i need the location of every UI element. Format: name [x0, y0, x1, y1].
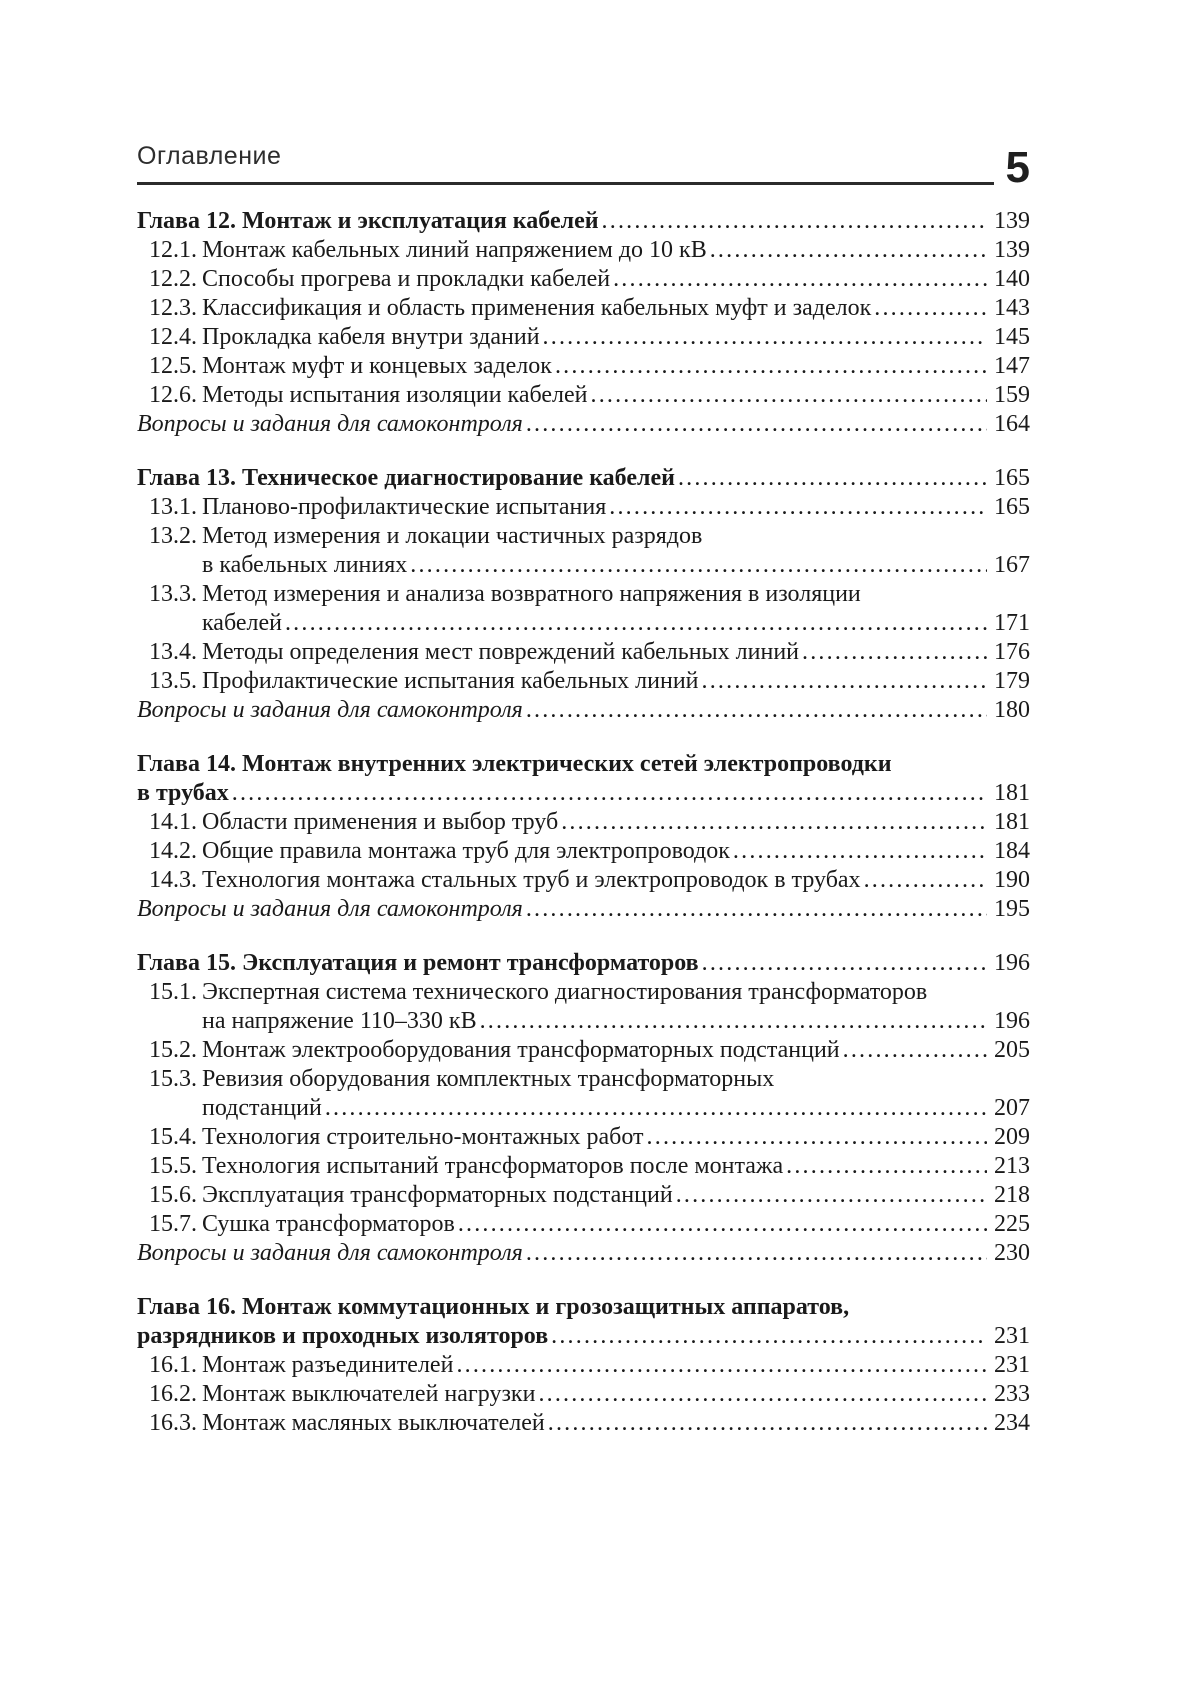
dot-leader [702, 667, 987, 696]
toc-entry-title: Монтаж выключателей нагрузки [202, 1381, 536, 1407]
toc-entry-title: Глава 13. Техническое диагностирование кабелей [137, 465, 675, 491]
toc-entry-number: 15.2. [149, 1037, 197, 1063]
toc-entry [137, 895, 1030, 924]
toc-entry-number: 13.4. [149, 639, 197, 665]
dot-leader [410, 551, 987, 580]
toc-entry-title: Монтаж кабельных линий напряжением до 10 кВ [202, 237, 707, 263]
toc-entry [137, 294, 1030, 323]
toc-entry [137, 323, 1030, 352]
toc-line [149, 1351, 1030, 1380]
toc-line [137, 750, 1030, 779]
toc-page-number: 165 [994, 494, 1030, 520]
header-rule [137, 144, 994, 185]
toc-entry [137, 1409, 1030, 1438]
toc-line [149, 837, 1030, 866]
toc-entry [137, 464, 1030, 493]
dot-leader [609, 493, 987, 522]
toc-line [137, 464, 1030, 493]
toc-entry-title: Сушка трансформаторов [202, 1211, 455, 1237]
toc-page-number: 181 [994, 809, 1030, 835]
toc-entry-number: 13.2. [149, 523, 197, 549]
toc-entry-title: Области применения и выбор труб [202, 809, 559, 835]
dot-leader [555, 352, 987, 381]
toc-line [137, 207, 1030, 236]
toc-page-number: 159 [994, 382, 1030, 408]
toc-entry [137, 1036, 1030, 1065]
toc-line [137, 696, 1030, 725]
dot-leader [647, 1123, 987, 1152]
toc-page-number: 190 [994, 867, 1030, 893]
dot-leader [802, 638, 987, 667]
toc-line [149, 1380, 1030, 1409]
dot-leader [733, 837, 987, 866]
toc-entry-number: 16.1. [149, 1352, 197, 1378]
toc-page-number: 171 [994, 610, 1030, 636]
dot-leader [232, 779, 987, 808]
toc-entry-title: Методы определения мест повреждений кабельных линий [202, 639, 800, 665]
toc-page-number: 145 [994, 324, 1030, 350]
page-title: Оглавление [137, 142, 282, 170]
toc-entry [137, 1152, 1030, 1181]
toc-entry-number: 13.5. [149, 668, 197, 694]
dot-leader [874, 294, 987, 323]
toc-line [149, 1036, 1030, 1065]
toc-line [149, 265, 1030, 294]
toc-chapter-block [137, 1293, 1030, 1438]
toc-entry-title: Глава 12. Монтаж и эксплуатация кабелей [137, 208, 599, 234]
toc-page-number: 180 [994, 697, 1030, 723]
toc-entry-title: Глава 16. Монтаж коммутационных и грозозащитных аппаратов, [137, 1294, 850, 1320]
toc-entry-title: Профилактические испытания кабельных линий [202, 668, 699, 694]
toc-line [149, 352, 1030, 381]
toc-entry-title: Монтаж масляных выключателей [202, 1410, 545, 1436]
toc-line [149, 667, 1030, 696]
toc-entry-number: 12.3. [149, 295, 197, 321]
toc-entry [137, 1293, 1030, 1351]
toc [137, 207, 1030, 1438]
dot-leader [543, 323, 987, 352]
dot-leader [325, 1094, 987, 1123]
toc-page-number: 196 [994, 950, 1030, 976]
toc-page-number: 167 [994, 552, 1030, 578]
toc-entry-title: Технология строительно-монтажных работ [202, 1124, 644, 1150]
toc-line [137, 1239, 1030, 1268]
toc-entry-number: 12.2. [149, 266, 197, 292]
toc-page-number: 213 [994, 1153, 1030, 1179]
dot-leader [710, 236, 987, 265]
toc-entry-title: на напряжение 110–330 кВ [202, 1008, 477, 1034]
dot-leader [526, 410, 987, 439]
toc-page-number: 139 [994, 237, 1030, 263]
toc-line [149, 522, 1030, 551]
toc-entry-number: 16.3. [149, 1410, 197, 1436]
toc-entry [137, 1239, 1030, 1268]
toc-entry [137, 1351, 1030, 1380]
toc-entry-title: Монтаж электрооборудования трансформаторных подстанций [202, 1037, 840, 1063]
toc-line [149, 551, 1030, 580]
toc-entry-title: Вопросы и задания для самоконтроля [137, 896, 523, 922]
toc-page-number: 164 [994, 411, 1030, 437]
toc-line [149, 638, 1030, 667]
dot-leader [786, 1152, 987, 1181]
toc-entry-title: Вопросы и задания для самоконтроля [137, 1240, 523, 1266]
toc-line [137, 779, 1030, 808]
dot-leader [548, 1409, 987, 1438]
dot-leader [602, 207, 987, 236]
toc-entry [137, 837, 1030, 866]
toc-page-number: 140 [994, 266, 1030, 292]
toc-entry-title: Способы прогрева и прокладки кабелей [202, 266, 611, 292]
toc-entry [137, 750, 1030, 808]
toc-page-number: 196 [994, 1008, 1030, 1034]
toc-entry-number: 15.7. [149, 1211, 197, 1237]
dot-leader [456, 1351, 987, 1380]
toc-entry-number: 15.5. [149, 1153, 197, 1179]
toc-line [149, 1094, 1030, 1123]
toc-entry-number: 14.2. [149, 838, 197, 864]
toc-entry-title: Вопросы и задания для самоконтроля [137, 411, 523, 437]
dot-leader [285, 609, 987, 638]
toc-chapter-block [137, 949, 1030, 1268]
toc-line [149, 580, 1030, 609]
toc-entry-number: 13.3. [149, 581, 197, 607]
toc-entry-number: 12.5. [149, 353, 197, 379]
toc-entry [137, 1210, 1030, 1239]
toc-entry-number: 14.1. [149, 809, 197, 835]
toc-line [149, 1065, 1030, 1094]
toc-page-number: 225 [994, 1211, 1030, 1237]
toc-entry-title: Монтаж муфт и концевых заделок [202, 353, 552, 379]
dot-leader [864, 866, 987, 895]
toc-entry-title: Ревизия оборудования комплектных трансформаторных [202, 1066, 775, 1092]
toc-page-number: 139 [994, 208, 1030, 234]
toc-page-number: 209 [994, 1124, 1030, 1150]
dot-leader [538, 1380, 987, 1409]
toc-page-number: 231 [994, 1352, 1030, 1378]
toc-line [149, 1409, 1030, 1438]
toc-entry-title: Планово-профилактические испытания [202, 494, 607, 520]
toc-entry-title: Экспертная система технического диагностирования трансформаторов [202, 979, 928, 1005]
toc-page-number: 165 [994, 465, 1030, 491]
toc-entry [137, 667, 1030, 696]
toc-line [149, 1210, 1030, 1239]
toc-entry [137, 207, 1030, 236]
toc-entry-title: Классификация и область применения кабельных муфт и заделок [202, 295, 872, 321]
toc-entry [137, 352, 1030, 381]
toc-line [137, 1322, 1030, 1351]
toc-line [149, 1007, 1030, 1036]
toc-entry [137, 1065, 1030, 1123]
toc-entry-title: в трубах [137, 780, 229, 806]
toc-entry-title: Монтаж разъединителей [202, 1352, 454, 1378]
dot-leader [480, 1007, 987, 1036]
toc-entry-title: Метод измерения и локации частичных разрядов [202, 523, 703, 549]
toc-entry [137, 265, 1030, 294]
toc-entry [137, 866, 1030, 895]
dot-leader [526, 895, 987, 924]
toc-page-number: 234 [994, 1410, 1030, 1436]
toc-entry [137, 696, 1030, 725]
toc-entry [137, 949, 1030, 978]
toc-chapter-block [137, 464, 1030, 725]
toc-entry-title: разрядников и проходных изоляторов [137, 1323, 549, 1349]
dot-leader [613, 265, 987, 294]
toc-entry [137, 638, 1030, 667]
toc-page-number: 218 [994, 1182, 1030, 1208]
toc-entry-number: 13.1. [149, 494, 197, 520]
toc-line [137, 1293, 1030, 1322]
toc-entry [137, 522, 1030, 580]
toc-page-number: 143 [994, 295, 1030, 321]
toc-entry-title: Вопросы и задания для самоконтроля [137, 697, 523, 723]
toc-entry-title: в кабельных линиях [202, 552, 408, 578]
toc-line [149, 866, 1030, 895]
toc-entry-title: Общие правила монтажа труб для электропроводок [202, 838, 730, 864]
toc-line [149, 493, 1030, 522]
toc-line [149, 381, 1030, 410]
toc-line [149, 978, 1030, 1007]
dot-leader [678, 464, 987, 493]
toc-entry-title: подстанций [202, 1095, 322, 1121]
dot-leader [458, 1210, 987, 1239]
toc-entry [137, 493, 1030, 522]
toc-line [149, 1152, 1030, 1181]
toc-entry-title: Технология монтажа стальных труб и электропроводок в трубах [202, 867, 861, 893]
toc-entry-title: кабелей [202, 610, 282, 636]
toc-entry-title: Технология испытаний трансформаторов после монтажа [202, 1153, 784, 1179]
toc-entry-number: 15.6. [149, 1182, 197, 1208]
toc-entry-number: 15.4. [149, 1124, 197, 1150]
dot-leader [526, 1239, 987, 1268]
toc-entry-title: Метод измерения и анализа возвратного напряжения в изоляции [202, 581, 861, 607]
toc-line [149, 323, 1030, 352]
toc-entry-title: Эксплуатация трансформаторных подстанций [202, 1182, 673, 1208]
toc-page-number: 176 [994, 639, 1030, 665]
toc-page-number: 233 [994, 1381, 1030, 1407]
toc-entry-title: Методы испытания изоляции кабелей [202, 382, 588, 408]
toc-entry [137, 580, 1030, 638]
toc-entry [137, 410, 1030, 439]
dot-leader [561, 808, 987, 837]
toc-line [137, 410, 1030, 439]
toc-page-number: 231 [994, 1323, 1030, 1349]
dot-leader [591, 381, 988, 410]
dot-leader [551, 1322, 987, 1351]
toc-entry [137, 978, 1030, 1036]
dot-leader [843, 1036, 987, 1065]
toc-page-number: 179 [994, 668, 1030, 694]
toc-entry [137, 1181, 1030, 1210]
toc-line [137, 895, 1030, 924]
toc-page-number: 205 [994, 1037, 1030, 1063]
toc-line [137, 949, 1030, 978]
toc-chapter-block [137, 750, 1030, 924]
dot-leader [526, 696, 987, 725]
dot-leader [702, 949, 987, 978]
toc-entry [137, 808, 1030, 837]
page-number: 5 [1005, 142, 1030, 192]
toc-line [149, 294, 1030, 323]
toc-entry [137, 1123, 1030, 1152]
dot-leader [676, 1181, 987, 1210]
toc-page-number: 181 [994, 780, 1030, 806]
toc-line [149, 808, 1030, 837]
toc-chapter-block [137, 207, 1030, 439]
toc-line [149, 1181, 1030, 1210]
toc-page-number: 195 [994, 896, 1030, 922]
toc-entry-number: 12.4. [149, 324, 197, 350]
toc-entry-title: Глава 14. Монтаж внутренних электрических сетей электропроводки [137, 751, 892, 777]
toc-entry-number: 16.2. [149, 1381, 197, 1407]
toc-line [149, 609, 1030, 638]
toc-entry [137, 1380, 1030, 1409]
page-header [137, 142, 1030, 192]
toc-page-number: 184 [994, 838, 1030, 864]
toc-line [149, 236, 1030, 265]
toc-line [149, 1123, 1030, 1152]
toc-entry [137, 381, 1030, 410]
toc-entry-number: 15.3. [149, 1066, 197, 1092]
toc-page-number: 230 [994, 1240, 1030, 1266]
toc-entry-title: Глава 15. Эксплуатация и ремонт трансформаторов [137, 950, 699, 976]
toc-entry-number: 12.6. [149, 382, 197, 408]
toc-entry-number: 15.1. [149, 979, 197, 1005]
toc-entry [137, 236, 1030, 265]
toc-page-number: 207 [994, 1095, 1030, 1121]
toc-entry-title: Прокладка кабеля внутри зданий [202, 324, 540, 350]
toc-entry-number: 14.3. [149, 867, 197, 893]
toc-page-number: 147 [994, 353, 1030, 379]
toc-entry-number: 12.1. [149, 237, 197, 263]
